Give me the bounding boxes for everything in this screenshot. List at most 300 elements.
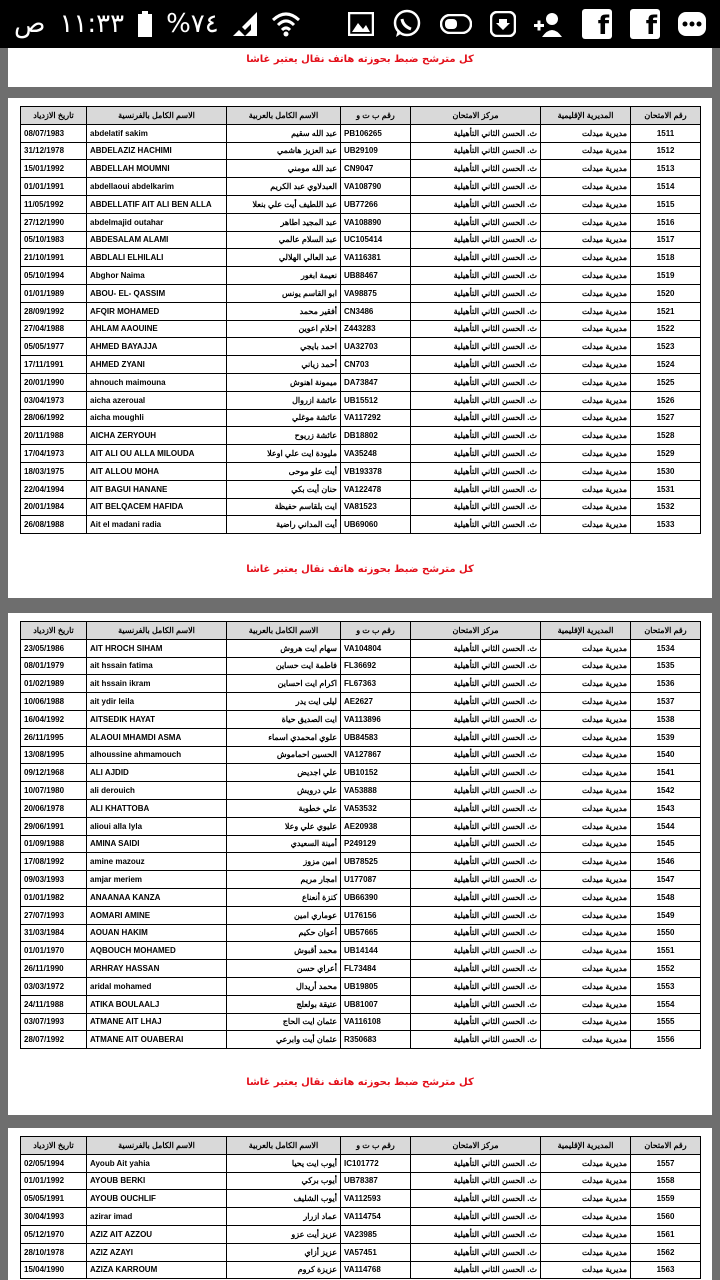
more-dots-icon <box>678 12 706 36</box>
cell-exam-number: 1555 <box>631 1013 701 1031</box>
status-bar-right <box>348 9 706 39</box>
table-row <box>21 1261 701 1279</box>
cell-exam-number: 1537 <box>631 693 701 711</box>
table-row <box>21 1154 701 1172</box>
cell-dob: 05/05/1991 <box>21 1190 87 1208</box>
table-row <box>21 302 701 320</box>
cell-exam-number: 1544 <box>631 817 701 835</box>
cell-cin: PB106265 <box>341 124 411 142</box>
cell-exam-number: 1512 <box>631 142 701 160</box>
cell-cin: FL73484 <box>341 960 411 978</box>
cell-exam-number: 1516 <box>631 213 701 231</box>
header-dob: تاريخ الازدياد <box>21 107 87 125</box>
cell-exam-number: 1547 <box>631 871 701 889</box>
cell-exam-number: 1554 <box>631 995 701 1013</box>
cell-dob: 05/10/1994 <box>21 267 87 285</box>
cell-exam-center: ث. الحسن الثاني التأهيلية <box>411 728 541 746</box>
cell-name-fr: AQBOUCH MOHAMED <box>87 942 227 960</box>
cell-cin: UB66390 <box>341 888 411 906</box>
cell-exam-number: 1539 <box>631 728 701 746</box>
table-row <box>21 675 701 693</box>
cell-directorate: مديرية ميدلت <box>541 427 631 445</box>
cell-name-fr: ABDLALI ELHILALI <box>87 249 227 267</box>
cell-directorate: مديرية ميدلت <box>541 693 631 711</box>
cell-name-ar: أمينة السعيدي <box>227 835 341 853</box>
cell-name-fr: Abghor Naima <box>87 267 227 285</box>
table-row <box>21 195 701 213</box>
notice-text: كل مترشح ضبط بحوزته هاتف نقال يعتبر غاشا <box>246 54 474 65</box>
cell-directorate: مديرية ميدلت <box>541 142 631 160</box>
cell-directorate: مديرية ميدلت <box>541 817 631 835</box>
cell-name-fr: ABDELLATIF AIT ALI BEN ALLA <box>87 195 227 213</box>
cell-name-ar: سهام ايت هروش <box>227 639 341 657</box>
clock: ١١:٣٣ <box>59 9 125 39</box>
cell-cin: VA108890 <box>341 213 411 231</box>
whatsapp-icon <box>392 9 422 39</box>
table-row <box>21 409 701 427</box>
pdf-page-1 <box>8 98 712 598</box>
cell-dob: 16/04/1992 <box>21 710 87 728</box>
cell-exam-number: 1511 <box>631 124 701 142</box>
cell-name-fr: ATIKA BOULAALJ <box>87 995 227 1013</box>
header-exam-number: رقم الامتحان <box>631 1137 701 1155</box>
cell-exam-number: 1560 <box>631 1208 701 1226</box>
cell-exam-number: 1523 <box>631 338 701 356</box>
cell-exam-number: 1562 <box>631 1243 701 1261</box>
cell-name-fr: ali derouich <box>87 782 227 800</box>
cell-name-fr: AYOUB BERKI <box>87 1172 227 1190</box>
cell-dob: 09/03/1993 <box>21 871 87 889</box>
cell-dob: 03/07/1993 <box>21 1013 87 1031</box>
table-header-row <box>21 1137 701 1155</box>
cell-name-fr: abdelatif sakim <box>87 124 227 142</box>
cell-name-ar: أيوب الشليف <box>227 1190 341 1208</box>
table-row <box>21 639 701 657</box>
cell-exam-center: ث. الحسن الثاني التأهيلية <box>411 267 541 285</box>
table-row <box>21 391 701 409</box>
pdf-page-2 <box>8 613 712 1115</box>
cell-dob: 29/06/1991 <box>21 817 87 835</box>
cell-name-fr: ANAANAA KANZA <box>87 888 227 906</box>
cell-directorate: مديرية ميدلت <box>541 1208 631 1226</box>
cell-cin: Z443283 <box>341 320 411 338</box>
header-directorate: المديرية الإقليمية <box>541 622 631 640</box>
table-row <box>21 267 701 285</box>
cell-exam-center: ث. الحسن الثاني التأهيلية <box>411 1225 541 1243</box>
cell-name-ar: عزيز أيت عزو <box>227 1225 341 1243</box>
cell-cin: VA53888 <box>341 782 411 800</box>
header-name-fr: الاسم الكامل بالفرنسية <box>87 107 227 125</box>
cell-name-ar: أعراي حسن <box>227 960 341 978</box>
cell-directorate: مديرية ميدلت <box>541 960 631 978</box>
cell-exam-number: 1528 <box>631 427 701 445</box>
cell-name-fr: ARHRAY HASSAN <box>87 960 227 978</box>
cell-exam-center: ث. الحسن الثاني التأهيلية <box>411 871 541 889</box>
cell-exam-number: 1522 <box>631 320 701 338</box>
cell-directorate: مديرية ميدلت <box>541 231 631 249</box>
cell-dob: 30/04/1993 <box>21 1208 87 1226</box>
cell-dob: 13/08/1995 <box>21 746 87 764</box>
table-row <box>21 213 701 231</box>
cell-directorate: مديرية ميدلت <box>541 871 631 889</box>
cell-directorate: مديرية ميدلت <box>541 764 631 782</box>
cell-name-fr: ait hssain ikram <box>87 675 227 693</box>
cell-name-fr: ABDELAZIZ HACHIMI <box>87 142 227 160</box>
cell-name-ar: عبد العالي الهلالي <box>227 249 341 267</box>
cell-dob: 08/07/1983 <box>21 124 87 142</box>
notice-text-1: كل مترشح ضبط بحوزته هاتف نقال يعتبر غاشا <box>246 564 474 575</box>
cell-dob: 21/10/1991 <box>21 249 87 267</box>
cell-exam-number: 1541 <box>631 764 701 782</box>
cell-name-ar: عوماري امين <box>227 906 341 924</box>
table-row <box>21 1225 701 1243</box>
header-name-ar: الاسم الكامل بالعربية <box>227 1137 341 1155</box>
table-header-row <box>21 107 701 125</box>
cell-exam-center: ث. الحسن الثاني التأهيلية <box>411 302 541 320</box>
cell-cin: UB69060 <box>341 516 411 534</box>
cell-name-ar: احلام اعوين <box>227 320 341 338</box>
cell-name-fr: alioui alla lyla <box>87 817 227 835</box>
cell-name-ar: العبدلاوي عبد الكريم <box>227 178 341 196</box>
cell-cin: VA23985 <box>341 1225 411 1243</box>
header-name-fr: الاسم الكامل بالفرنسية <box>87 622 227 640</box>
cell-cin: UB15512 <box>341 391 411 409</box>
table-header-row <box>21 622 701 640</box>
header-exam-number: رقم الامتحان <box>631 622 701 640</box>
cell-dob: 17/04/1973 <box>21 445 87 463</box>
cell-name-ar: ايت الصديق حياة <box>227 710 341 728</box>
cell-exam-center: ث. الحسن الثاني التأهيلية <box>411 764 541 782</box>
table-row <box>21 480 701 498</box>
cell-exam-number: 1533 <box>631 516 701 534</box>
cell-directorate: مديرية ميدلت <box>541 942 631 960</box>
cell-directorate: مديرية ميدلت <box>541 338 631 356</box>
cell-name-ar: محمد أريدال <box>227 977 341 995</box>
cell-cin: VA112593 <box>341 1190 411 1208</box>
cell-dob: 01/01/1992 <box>21 1172 87 1190</box>
cell-exam-number: 1549 <box>631 906 701 924</box>
cell-cin: VA113896 <box>341 710 411 728</box>
cell-dob: 02/05/1994 <box>21 1154 87 1172</box>
cell-directorate: مديرية ميدلت <box>541 1031 631 1049</box>
cell-dob: 20/11/1988 <box>21 427 87 445</box>
cell-name-ar: أيت المداني راضية <box>227 516 341 534</box>
cell-name-fr: aridal mohamed <box>87 977 227 995</box>
cell-name-ar: عبد الله مومني <box>227 160 341 178</box>
cell-directorate: مديرية ميدلت <box>541 1190 631 1208</box>
cell-directorate: مديرية ميدلت <box>541 639 631 657</box>
cell-name-fr: AIT ALLOU MOHA <box>87 462 227 480</box>
cell-exam-number: 1553 <box>631 977 701 995</box>
cell-exam-center: ث. الحسن الثاني التأهيلية <box>411 462 541 480</box>
cell-exam-number: 1519 <box>631 267 701 285</box>
cell-cin: CN703 <box>341 356 411 374</box>
cell-cin: UB10152 <box>341 764 411 782</box>
battery-percent: %٧٤ <box>166 9 219 39</box>
cell-name-fr: AZIZA KARROUM <box>87 1261 227 1279</box>
cell-cin: UB14144 <box>341 942 411 960</box>
table-row <box>21 888 701 906</box>
table-row <box>21 710 701 728</box>
table-row <box>21 445 701 463</box>
cell-cin: VA117292 <box>341 409 411 427</box>
cell-cin: UA32703 <box>341 338 411 356</box>
cell-cin: DA73847 <box>341 373 411 391</box>
cell-cin: VA35248 <box>341 445 411 463</box>
cell-dob: 27/04/1988 <box>21 320 87 338</box>
cell-exam-number: 1521 <box>631 302 701 320</box>
notice-text-2: كل مترشح ضبط بحوزته هاتف نقال يعتبر غاشا <box>246 1077 474 1088</box>
cell-name-fr: AIT BELQACEM HAFIDA <box>87 498 227 516</box>
cell-dob: 09/12/1968 <box>21 764 87 782</box>
table-row <box>21 231 701 249</box>
cell-dob: 22/04/1994 <box>21 480 87 498</box>
cell-exam-number: 1538 <box>631 710 701 728</box>
header-name-fr: الاسم الكامل بالفرنسية <box>87 1137 227 1155</box>
cell-exam-number: 1535 <box>631 657 701 675</box>
cell-exam-center: ث. الحسن الثاني التأهيلية <box>411 853 541 871</box>
cell-directorate: مديرية ميدلت <box>541 409 631 427</box>
cell-exam-center: ث. الحسن الثاني التأهيلية <box>411 427 541 445</box>
cell-name-ar: علوي امحمدي اسماء <box>227 728 341 746</box>
cell-name-ar: عزيز أزاي <box>227 1243 341 1261</box>
cell-exam-number: 1531 <box>631 480 701 498</box>
table-body-1 <box>21 124 701 533</box>
cell-name-fr: abdelmajid outahar <box>87 213 227 231</box>
table-row <box>21 960 701 978</box>
cell-directorate: مديرية ميدلت <box>541 160 631 178</box>
cell-directorate: مديرية ميدلت <box>541 746 631 764</box>
cell-directorate: مديرية ميدلت <box>541 498 631 516</box>
cell-name-fr: AOUAN HAKIM <box>87 924 227 942</box>
cell-directorate: مديرية ميدلت <box>541 1013 631 1031</box>
cell-name-ar: عبد السلام عالمي <box>227 231 341 249</box>
cell-exam-center: ث. الحسن الثاني التأهيلية <box>411 356 541 374</box>
cell-name-ar: امين مزوز <box>227 853 341 871</box>
cell-name-ar: الحسين احماموش <box>227 746 341 764</box>
cell-exam-number: 1518 <box>631 249 701 267</box>
cell-exam-number: 1557 <box>631 1154 701 1172</box>
pdf-page-3 <box>8 1128 712 1280</box>
cell-dob: 20/01/1984 <box>21 498 87 516</box>
cell-name-ar: أحمد زياني <box>227 356 341 374</box>
cell-exam-center: ث. الحسن الثاني التأهيلية <box>411 693 541 711</box>
cell-exam-center: ث. الحسن الثاني التأهيلية <box>411 338 541 356</box>
table-row <box>21 1243 701 1261</box>
cell-name-fr: ait hssain fatima <box>87 657 227 675</box>
cell-name-fr: AIT ALI OU ALLA MILOUDA <box>87 445 227 463</box>
toggle-icon <box>440 14 472 34</box>
cell-name-fr: AOMARI AMINE <box>87 906 227 924</box>
cell-name-ar: نعيمة ابغور <box>227 267 341 285</box>
cell-exam-center: ث. الحسن الثاني التأهيلية <box>411 1172 541 1190</box>
cell-directorate: مديرية ميدلت <box>541 1243 631 1261</box>
cell-directorate: مديرية ميدلت <box>541 1261 631 1279</box>
cell-exam-center: ث. الحسن الثاني التأهيلية <box>411 284 541 302</box>
cell-exam-number: 1546 <box>631 853 701 871</box>
cell-name-fr: AHMED ZYANI <box>87 356 227 374</box>
cell-name-ar: ميمونة اهنوش <box>227 373 341 391</box>
cell-dob: 28/09/1992 <box>21 302 87 320</box>
cell-exam-center: ث. الحسن الثاني التأهيلية <box>411 1261 541 1279</box>
cell-exam-center: ث. الحسن الثاني التأهيلية <box>411 1154 541 1172</box>
cell-exam-center: ث. الحسن الثاني التأهيلية <box>411 480 541 498</box>
cell-directorate: مديرية ميدلت <box>541 853 631 871</box>
cell-name-ar: عبد اللطيف أيت علي بنعلا <box>227 195 341 213</box>
cell-name-fr: AZIZ AZAYI <box>87 1243 227 1261</box>
table-row <box>21 178 701 196</box>
cell-name-ar: اكرام ايت احساين <box>227 675 341 693</box>
table-body-3 <box>21 1154 701 1279</box>
cell-cin: UB78387 <box>341 1172 411 1190</box>
cell-name-fr: ahnouch maimouna <box>87 373 227 391</box>
cell-exam-center: ث. الحسن الثاني التأهيلية <box>411 746 541 764</box>
cell-cin: VA104804 <box>341 639 411 657</box>
cell-name-ar: أعوان حكيم <box>227 924 341 942</box>
header-directorate: المديرية الإقليمية <box>541 1137 631 1155</box>
cell-exam-number: 1529 <box>631 445 701 463</box>
cell-dob: 28/10/1978 <box>21 1243 87 1261</box>
am-pm-indicator: ص <box>14 9 46 39</box>
cell-directorate: مديرية ميدلت <box>541 249 631 267</box>
cell-exam-center: ث. الحسن الثاني التأهيلية <box>411 498 541 516</box>
cell-dob: 01/01/1970 <box>21 942 87 960</box>
cell-exam-center: ث. الحسن الثاني التأهيلية <box>411 142 541 160</box>
table-row <box>21 835 701 853</box>
cell-exam-number: 1563 <box>631 1261 701 1279</box>
cell-name-fr: AHMED BAYAJJA <box>87 338 227 356</box>
cell-dob: 01/02/1989 <box>21 675 87 693</box>
cell-exam-center: ث. الحسن الثاني التأهيلية <box>411 960 541 978</box>
table-row <box>21 356 701 374</box>
cell-directorate: مديرية ميدلت <box>541 516 631 534</box>
cell-name-ar: حنان أيت بكي <box>227 480 341 498</box>
table-row <box>21 142 701 160</box>
cell-name-fr: AFQIR MOHAMED <box>87 302 227 320</box>
cell-exam-center: ث. الحسن الثاني التأهيلية <box>411 906 541 924</box>
cell-exam-number: 1543 <box>631 799 701 817</box>
cell-cin: VA57451 <box>341 1243 411 1261</box>
cell-dob: 31/03/1984 <box>21 924 87 942</box>
cell-exam-center: ث. الحسن الثاني التأهيلية <box>411 995 541 1013</box>
cell-exam-center: ث. الحسن الثاني التأهيلية <box>411 977 541 995</box>
table-row <box>21 906 701 924</box>
table-row <box>21 693 701 711</box>
cell-exam-center: ث. الحسن الثاني التأهيلية <box>411 195 541 213</box>
cell-directorate: مديرية ميدلت <box>541 1225 631 1243</box>
cell-exam-number: 1559 <box>631 1190 701 1208</box>
table-row <box>21 1190 701 1208</box>
table-row <box>21 1208 701 1226</box>
cell-exam-number: 1530 <box>631 462 701 480</box>
cell-cin: VB193378 <box>341 462 411 480</box>
cell-dob: 11/05/1992 <box>21 195 87 213</box>
cell-directorate: مديرية ميدلت <box>541 284 631 302</box>
cell-dob: 26/11/1990 <box>21 960 87 978</box>
header-name-ar: الاسم الكامل بالعربية <box>227 622 341 640</box>
cell-exam-number: 1561 <box>631 1225 701 1243</box>
cell-name-ar: احمد بايجي <box>227 338 341 356</box>
cell-exam-center: ث. الحسن الثاني التأهيلية <box>411 320 541 338</box>
table-row <box>21 924 701 942</box>
cell-exam-number: 1540 <box>631 746 701 764</box>
cell-directorate: مديرية ميدلت <box>541 302 631 320</box>
cell-name-ar: عائشة ازروال <box>227 391 341 409</box>
table-row <box>21 728 701 746</box>
cell-name-fr: ALI AJDID <box>87 764 227 782</box>
table-row <box>21 124 701 142</box>
cell-directorate: مديرية ميدلت <box>541 782 631 800</box>
cell-dob: 05/12/1970 <box>21 1225 87 1243</box>
header-cin: رقم ب ت و <box>341 1137 411 1155</box>
cell-name-fr: Ait el madani radia <box>87 516 227 534</box>
status-bar <box>0 0 720 48</box>
cell-cin: VA53532 <box>341 799 411 817</box>
cell-dob: 15/01/1992 <box>21 160 87 178</box>
cell-dob: 01/09/1988 <box>21 835 87 853</box>
cell-cin: FL36692 <box>341 657 411 675</box>
cell-name-fr: aicha azeroual <box>87 391 227 409</box>
cell-directorate: مديرية ميدلت <box>541 657 631 675</box>
table-row <box>21 338 701 356</box>
facebook-icon-2: f <box>630 9 660 39</box>
table-row <box>21 1013 701 1031</box>
cell-name-ar: امجار مريم <box>227 871 341 889</box>
header-cin: رقم ب ت و <box>341 622 411 640</box>
cell-name-fr: AIT HROCH SIHAM <box>87 639 227 657</box>
table-row <box>21 320 701 338</box>
table-row <box>21 782 701 800</box>
table-row <box>21 853 701 871</box>
cell-name-ar: عائشة زريوح <box>227 427 341 445</box>
cell-dob: 20/01/1990 <box>21 373 87 391</box>
cell-directorate: مديرية ميدلت <box>541 373 631 391</box>
cell-cin: UB77266 <box>341 195 411 213</box>
cell-exam-number: 1534 <box>631 639 701 657</box>
table-row <box>21 516 701 534</box>
wifi-icon <box>271 11 301 37</box>
cell-name-fr: ABDESALAM ALAMI <box>87 231 227 249</box>
header-dob: تاريخ الازدياد <box>21 622 87 640</box>
add-contact-icon <box>534 11 564 37</box>
cell-directorate: مديرية ميدلت <box>541 906 631 924</box>
cell-exam-center: ث. الحسن الثاني التأهيلية <box>411 249 541 267</box>
table-row <box>21 427 701 445</box>
cell-exam-number: 1527 <box>631 409 701 427</box>
cell-exam-number: 1520 <box>631 284 701 302</box>
cell-name-ar: عبد المجيد اطاهر <box>227 213 341 231</box>
status-bar-left <box>14 9 301 39</box>
cell-exam-center: ث. الحسن الثاني التأهيلية <box>411 1031 541 1049</box>
cell-name-fr: ATMANE AIT LHAJ <box>87 1013 227 1031</box>
cell-name-ar: عبد الله سقيم <box>227 124 341 142</box>
cell-cin: UB19805 <box>341 977 411 995</box>
cell-name-fr: amine mazouz <box>87 853 227 871</box>
cell-exam-number: 1526 <box>631 391 701 409</box>
cell-name-ar: أيت علو موحى <box>227 462 341 480</box>
header-name-ar: الاسم الكامل بالعربية <box>227 107 341 125</box>
download-icon <box>490 11 516 37</box>
header-cin: رقم ب ت و <box>341 107 411 125</box>
cell-directorate: مديرية ميدلت <box>541 1154 631 1172</box>
gallery-icon <box>348 12 374 36</box>
cell-name-fr: alhoussine ahmamouch <box>87 746 227 764</box>
table-row <box>21 942 701 960</box>
cell-name-ar: علي اجديض <box>227 764 341 782</box>
cell-name-fr: ABDELLAH MOUMNI <box>87 160 227 178</box>
cell-dob: 05/05/1977 <box>21 338 87 356</box>
candidates-table-3 <box>20 1136 701 1279</box>
